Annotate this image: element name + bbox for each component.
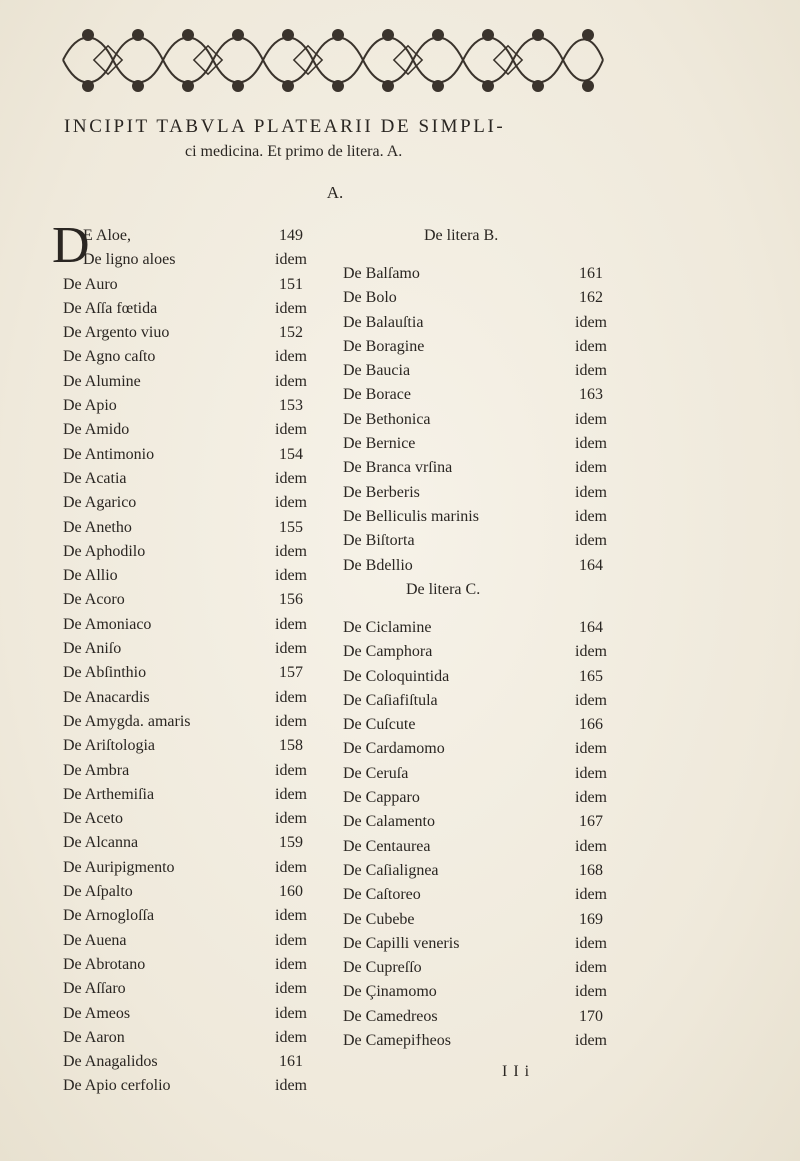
page-title: INCIPIT TABVLA PLATEARII DE SIMPLI- <box>64 116 506 137</box>
heading-litera-c: De litera C. <box>406 581 481 598</box>
entry-name: De Abrotano <box>63 955 146 973</box>
entry-page: idem <box>275 251 307 269</box>
left-names-column <box>63 224 263 1099</box>
entry-name: De Acoro <box>63 591 125 609</box>
entry-name: De Calamento <box>343 813 435 831</box>
entry-name: De Antimonio <box>63 445 155 463</box>
heading-litera-b: De litera B. <box>424 227 499 244</box>
entry-name: De Aſſaro <box>63 980 126 998</box>
entry-name: De Ambra <box>63 761 130 779</box>
entry-name: De Auro <box>63 275 118 293</box>
entry-name: De Baucia <box>343 362 411 380</box>
entry-name: De Capparo <box>343 789 420 807</box>
entry-page: idem <box>275 469 307 487</box>
entry-page: 153 <box>279 397 303 415</box>
entry-name: De Argento viuo <box>63 324 170 342</box>
entry-page: idem <box>575 459 607 477</box>
entry-page: idem <box>575 643 607 661</box>
left-pages-column <box>263 224 319 1099</box>
entry-name: De Alcanna <box>63 834 139 852</box>
entry-name: De Alumine <box>63 372 141 390</box>
entry-name: De Cardamomo <box>343 740 445 758</box>
entry-page: idem <box>275 1077 307 1095</box>
entry-name: De Centaurea <box>343 837 431 855</box>
entry-name: E Aloe, <box>83 227 131 244</box>
entry-name: De Bdellio <box>343 556 413 574</box>
entry-name: De Boragine <box>343 337 425 355</box>
entry-page: idem <box>275 1028 307 1046</box>
entry-name: De Anacardis <box>63 688 150 706</box>
entry-name: De Aſſa fœtida <box>63 299 158 317</box>
entry-page: idem <box>575 337 607 355</box>
entry-name: De Apio <box>63 397 117 415</box>
entry-name: De Ameos <box>63 1004 131 1022</box>
entry-page: 161 <box>279 1053 303 1071</box>
entry-page: idem <box>275 931 307 949</box>
entry-name: De Auripigmento <box>63 858 175 876</box>
entry-page: idem <box>275 615 307 633</box>
entry-page: 149 <box>279 227 303 244</box>
entry-page: 169 <box>579 910 603 928</box>
entry-name: De Capilli veneris <box>343 934 460 952</box>
entry-page: 168 <box>579 861 603 879</box>
entry-name: De Aaron <box>63 1028 125 1046</box>
entry-name: De Bethonica <box>343 410 431 428</box>
entry-page: 151 <box>279 275 303 293</box>
entry-page: 170 <box>579 1007 603 1025</box>
entry-page: idem <box>275 785 307 803</box>
entry-page: idem <box>575 886 607 904</box>
entry-page: idem <box>575 959 607 977</box>
entry-name: De Branca vrſina <box>343 459 453 477</box>
section-letter: A. <box>326 183 344 202</box>
signature-mark: I I i <box>502 1063 531 1080</box>
entry-name: De Amygda. amaris <box>63 712 191 730</box>
entry-page: idem <box>275 640 307 658</box>
entry-page: 166 <box>579 716 603 734</box>
entry-page: 163 <box>579 386 603 404</box>
entry-name: De Agarico <box>63 494 137 512</box>
right-b-names-column <box>343 262 543 578</box>
entry-name: De Auena <box>63 931 127 949</box>
entry-page: idem <box>575 313 607 331</box>
entry-page: idem <box>575 789 607 807</box>
entry-page: idem <box>275 494 307 512</box>
page-subtitle: ci medicina. Et primo de litera. A. <box>185 143 403 160</box>
entry-page: 160 <box>279 883 303 901</box>
entry-name: De Anagalidos <box>63 1053 158 1071</box>
entry-name: De Caſialignea <box>343 861 439 879</box>
entry-page: idem <box>575 1032 607 1050</box>
entry-page: idem <box>575 483 607 501</box>
drop-cap: D <box>52 217 90 274</box>
entry-name: De Camepiϯheos <box>343 1032 451 1050</box>
entry-name: De Caſtoreo <box>343 886 421 904</box>
entry-name: De Agno caſto <box>63 348 156 366</box>
entry-page: 164 <box>579 556 603 574</box>
entry-page: idem <box>275 955 307 973</box>
entry-page: idem <box>275 421 307 439</box>
entry-page: idem <box>575 740 607 758</box>
entry-page: idem <box>275 980 307 998</box>
entry-page: idem <box>575 983 607 1001</box>
entry-page: 158 <box>279 737 303 755</box>
entry-page: idem <box>575 435 607 453</box>
entry-name: De Arthemiſia <box>63 785 155 803</box>
entry-name: De Borace <box>343 386 411 404</box>
entry-page: 159 <box>279 834 303 852</box>
entry-page: 167 <box>579 813 603 831</box>
right-c-pages-column <box>560 616 622 1053</box>
entry-name: De Acatia <box>63 469 127 487</box>
entry-page: idem <box>575 691 607 709</box>
entry-name: De Allio <box>63 567 118 585</box>
entry-page: idem <box>575 532 607 550</box>
entry-page: idem <box>275 761 307 779</box>
entry-page: idem <box>575 934 607 952</box>
entry-name: De Ciclamine <box>343 619 432 636</box>
entry-page: 157 <box>279 664 303 682</box>
entry-name: De Bolo <box>343 289 397 307</box>
entry-page: idem <box>275 567 307 585</box>
entry-page: 154 <box>279 445 303 463</box>
entry-name: De Balauſtia <box>343 313 424 331</box>
entry-page: idem <box>275 542 307 560</box>
entry-page: idem <box>575 764 607 782</box>
entry-page: idem <box>275 907 307 925</box>
entry-page: idem <box>575 507 607 525</box>
entry-name: De Balſamo <box>343 265 420 282</box>
entry-page: 164 <box>579 619 603 636</box>
entry-name: De Aniſo <box>63 640 122 658</box>
entry-page: 152 <box>279 324 303 342</box>
right-b-pages-column <box>560 262 622 578</box>
entry-name: De Belliculis marinis <box>343 507 479 525</box>
entry-name: De Cubebe <box>343 910 415 928</box>
entry-page: idem <box>575 410 607 428</box>
entry-page: 155 <box>279 518 303 536</box>
entry-name: De Cupreſſo <box>343 959 422 977</box>
entry-page: idem <box>575 837 607 855</box>
entry-name: De Aſpalto <box>63 883 133 901</box>
entry-name: De ligno aloes <box>83 251 176 269</box>
entry-name: De Aphodilo <box>63 542 146 560</box>
entry-name: De Amido <box>63 421 130 439</box>
entry-name: De Amoniaco <box>63 615 152 633</box>
ornamental-headpiece <box>58 20 608 100</box>
entry-name: De Ariſtologia <box>63 737 155 755</box>
entry-name: De Apio cerfolio <box>63 1077 171 1095</box>
entry-name: De Ceruſa <box>343 764 409 782</box>
entry-page: 165 <box>579 667 603 685</box>
right-c-names-column <box>343 616 543 1053</box>
entry-name: De Cuſcute <box>343 716 416 734</box>
entry-name: De Camedreos <box>343 1007 438 1025</box>
entry-page: idem <box>275 712 307 730</box>
entry-name: De Abſinthio <box>63 664 147 682</box>
entry-name: De Bernice <box>343 435 416 453</box>
entry-name: De Çinamomo <box>343 983 437 1001</box>
entry-name: De Coloquintida <box>343 667 450 685</box>
entry-page: 162 <box>579 289 603 307</box>
entry-page: idem <box>275 810 307 828</box>
entry-name: De Aceto <box>63 810 123 828</box>
entry-name: De Camphora <box>343 643 433 661</box>
entry-page: idem <box>275 372 307 390</box>
entry-page: idem <box>275 1004 307 1022</box>
entry-name: De Caſiafiſtula <box>343 691 438 709</box>
entry-page: idem <box>575 362 607 380</box>
entry-page: idem <box>275 348 307 366</box>
entry-page: 161 <box>579 265 603 282</box>
entry-page: idem <box>275 299 307 317</box>
entry-name: De Berberis <box>343 483 420 501</box>
entry-page: idem <box>275 688 307 706</box>
entry-name: De Biſtorta <box>343 532 415 550</box>
entry-page: 156 <box>279 591 303 609</box>
entry-name: De Anetho <box>63 518 132 536</box>
entry-page: idem <box>275 858 307 876</box>
entry-name: De Arnogloſſa <box>63 907 155 925</box>
